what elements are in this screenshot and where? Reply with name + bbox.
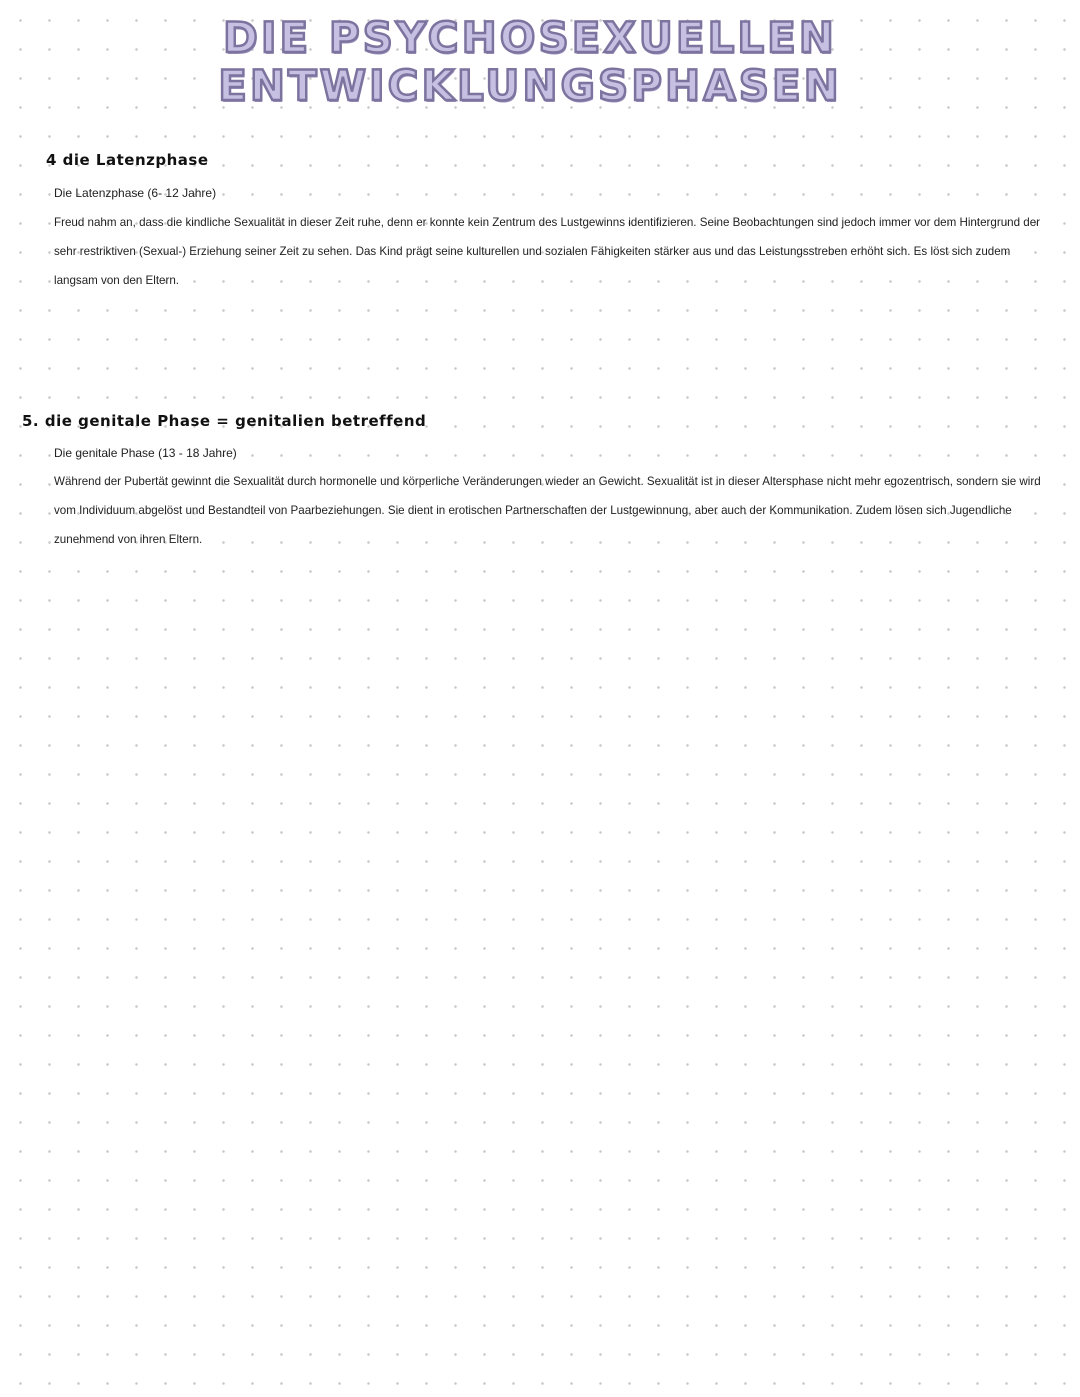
title-line-2: ENTWICKLUNGSPHASEN <box>218 61 842 110</box>
section-subtitle-latenzphase: Die Latenzphase (6- 12 Jahre) <box>54 186 217 200</box>
section-text-genitale-phase: Während der Pubertät gewinnt die Sexualität durch hormonelle und körperliche Veränderungen wieder an Gewicht. Sexualität ist in dieser Altersphase nicht mehr egozentrisch, sondern sie wird vom Individuum abgelöst und Bestandteil von Paarbeziehungen. Sie dient in erotischen Partnerschaften der Lustgewinnung, aber auch der Kommunikation. Zudem lösen sich Jugendliche zunehmend von ihren Eltern. <box>54 475 1041 546</box>
section-text-latenzphase: Freud nahm an, dass die kindliche Sexualität in dieser Zeit ruhe, denn er konnte kein Zentrum des Lustgewinns identifizieren. Seine Beobachtungen sind jedoch immer vor dem Hintergrund der sehr restriktiven (Sexual-) Erziehung seiner Zeit zu sehen. Das Kind prägt seine kulturellen und sozialen Fähigkeiten stärker aus und das Leistungsstreben erhöht sich. Es löst sich zudem langsam von den Eltern. <box>54 216 1041 287</box>
title-line-1: DIE PSYCHOSEXUELLEN <box>223 13 837 62</box>
page-title <box>180 14 880 110</box>
section-heading-latenzphase: 4 die Latenzphase <box>46 151 209 169</box>
section-heading-genitale-phase: 5. die genitale Phase = genitalien betreffend <box>22 412 427 430</box>
section-subtitle-genitale-phase: Die genitale Phase (13 - 18 Jahre) <box>54 446 237 460</box>
